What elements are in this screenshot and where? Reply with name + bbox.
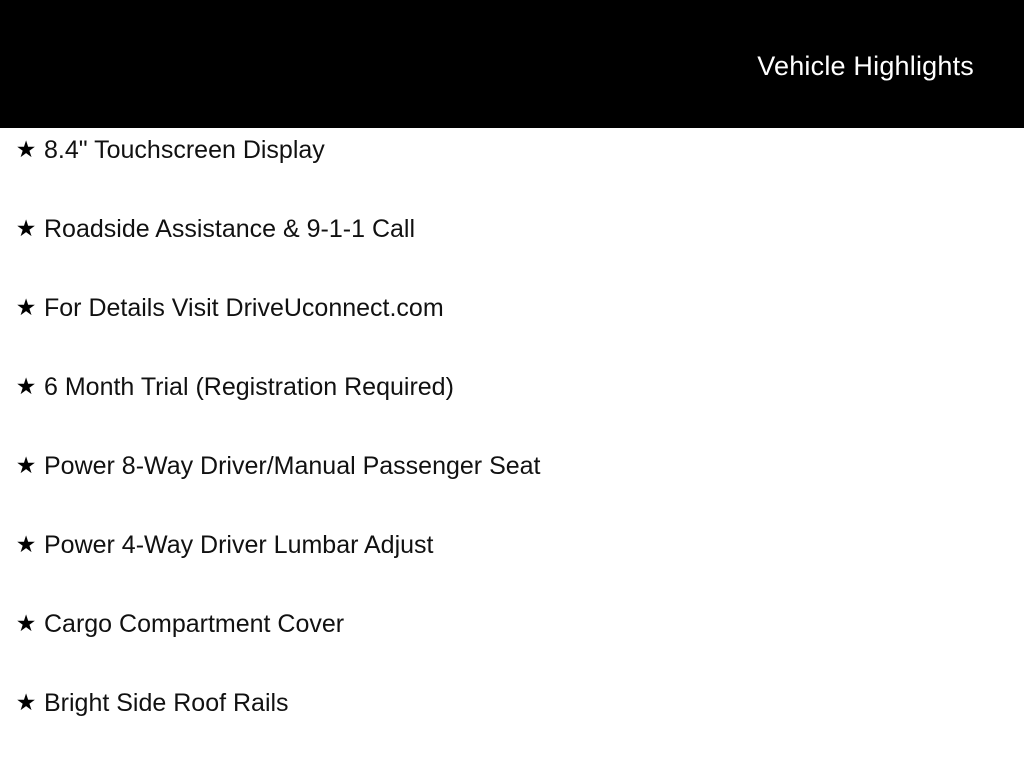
list-item-label: Power 4-Way Driver Lumbar Adjust	[44, 531, 434, 559]
list-item-label: Cargo Compartment Cover	[44, 610, 345, 638]
star-icon: ★	[15, 295, 37, 321]
star-icon: ★	[15, 690, 37, 716]
list-item-label: 6 Month Trial (Registration Required)	[44, 373, 454, 401]
list-item	[0, 128, 1024, 207]
list-item-label: For Details Visit DriveUconnect.com	[44, 294, 444, 322]
list-item	[0, 681, 1024, 760]
star-icon: ★	[15, 611, 37, 637]
star-icon: ★	[15, 137, 37, 163]
list-item	[0, 286, 1024, 365]
list-item	[0, 365, 1024, 444]
list-item	[0, 444, 1024, 523]
list-item-label: Bright Side Roof Rails	[44, 689, 289, 717]
star-icon: ★	[15, 374, 37, 400]
star-icon: ★	[15, 453, 37, 479]
list-item	[0, 602, 1024, 681]
list-item	[0, 207, 1024, 286]
list-item-label: 8.4" Touchscreen Display	[44, 136, 325, 164]
list-item-label: Roadside Assistance & 9-1-1 Call	[44, 215, 416, 243]
list-item	[0, 523, 1024, 602]
highlights-list	[0, 128, 1024, 760]
list-item-label: Power 8-Way Driver/Manual Passenger Seat	[44, 452, 541, 480]
star-icon: ★	[15, 532, 37, 558]
star-icon: ★	[15, 216, 37, 242]
page-title: Vehicle Highlights	[757, 51, 974, 81]
header-bar	[0, 0, 1024, 128]
